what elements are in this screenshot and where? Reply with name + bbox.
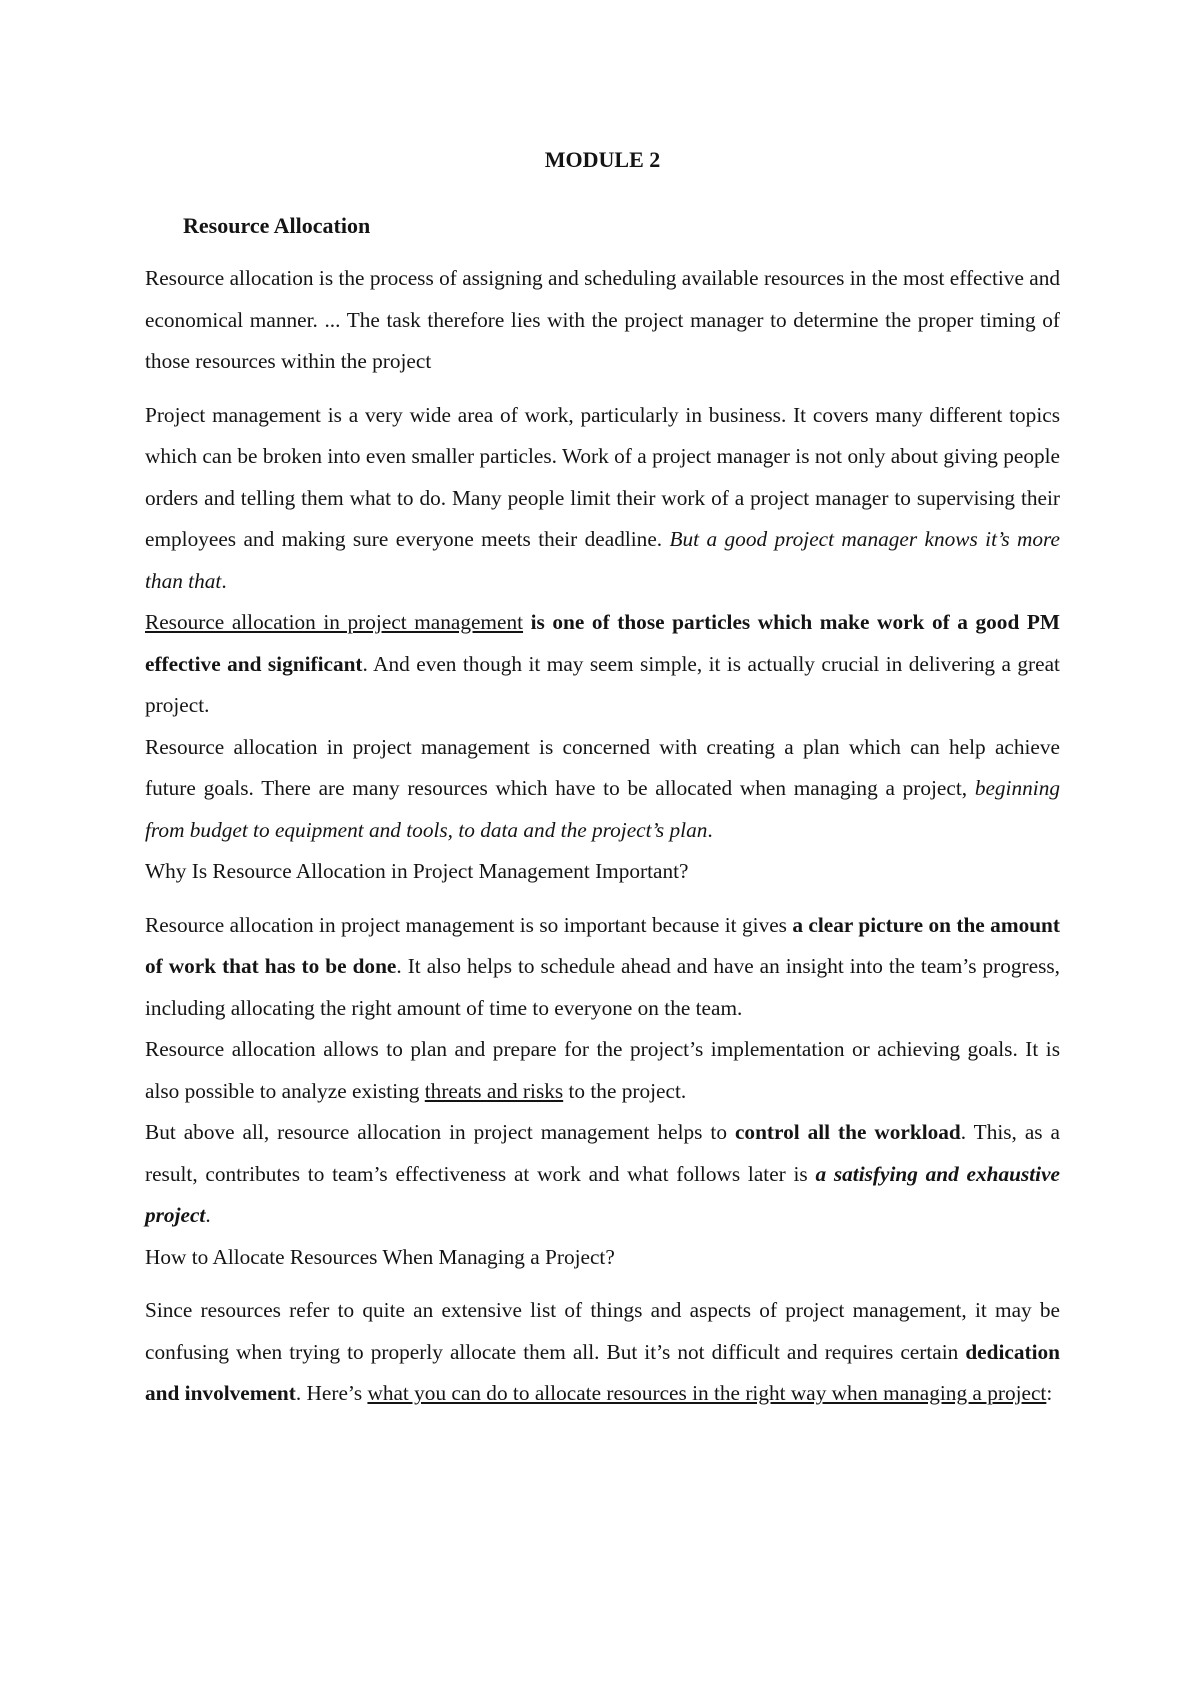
paragraph-text: . This, as a result, contributes to team’s effectiveness at work and what follows later is [145,1120,1060,1186]
paragraph-plan-prepare [145,1029,1060,1112]
section-title: Resource Allocation [183,213,371,238]
paragraph-text: But above all, resource allocation in project management helps to [145,1120,735,1144]
document-page [145,140,1060,1415]
paragraph-text: Since resources refer to quite an extensive list of things and aspects of project management, it may be confusing when trying to properly allocate them all. But it’s not difficult and requires certain [145,1298,1060,1364]
paragraph-text: . It also helps to schedule ahead and have an insight into the team’s progress, including allocating the right amount of time to everyone on the team. [145,954,1060,1020]
paragraph-text: Resource allocation in project management is so important because it gives [145,912,793,937]
italic-text: But a good project manager knows it’s more than that [145,527,1060,593]
paragraph-workload [145,1112,1060,1237]
punctuation: . [707,817,713,842]
link-threats-and-risks[interactable]: threats and risks [424,1078,564,1103]
bold-text: a clear picture on the amount of work that has to be done [145,912,1060,978]
punctuation: . [221,568,227,593]
italic-text: beginning from budget to equipment and tools, to data and the project’s plan [145,776,1060,842]
link-what-you-can-do[interactable]: what you can do to allocate resources in the right way when managing a project [367,1381,1047,1405]
paragraph-particles [145,602,1060,727]
bold-text: control all the workload [734,1120,961,1144]
paragraph-text: . Here’s [295,1381,368,1405]
paragraph-text: . And even though it may seem simple, it is actually crucial in delivering a great project. [145,651,1060,717]
heading-why-important: Why Is Resource Allocation in Project Management Important? [145,859,689,883]
paragraph-text: Project management is a very wide area of work, particularly in business. It covers many different topics which can be broken into even smaller particles. Work of a project manager is not only about giving people orders and telling them what to do. Many people limit their work of a project manager to supervising their employees and making sure everyone meets their deadline. [145,402,1060,551]
paragraph-text: Resource allocation allows to plan and prepare for the project’s implementation or achieving goals. It is also possible to analyze existing [145,1037,1060,1103]
paragraph-text: to the project. [563,1078,687,1103]
paragraph-definition: Resource allocation is the process of assigning and scheduling available resources in the most effective and economical manner. ... The task therefore lies with the project manager to determine the proper timing of those resources within the project [145,266,1060,373]
bold-text: is one of those particles which make work of a good PM effective and significant [145,610,1060,676]
paragraph-plan [145,727,1060,852]
bold-text: dedication and involvement [145,1339,1060,1405]
link-resource-allocation[interactable]: Resource allocation in project management [145,610,524,634]
punctuation: : [1046,1381,1053,1405]
paragraph-how-to [145,1290,1060,1415]
heading-how-to-allocate: How to Allocate Resources When Managing a Project? [145,1244,615,1269]
module-title: MODULE 2 [544,147,661,172]
paragraph-importance [145,905,1060,1030]
paragraph-text: Resource allocation in project management is concerned with creating a plan which can help achieve future goals. There are many resources which have to be allocated when managing a project, [145,734,1060,800]
paragraph-project-management [145,395,1060,603]
punctuation: . [205,1203,211,1227]
bold-italic-text: a satisfying and exhaustive project [145,1161,1060,1227]
